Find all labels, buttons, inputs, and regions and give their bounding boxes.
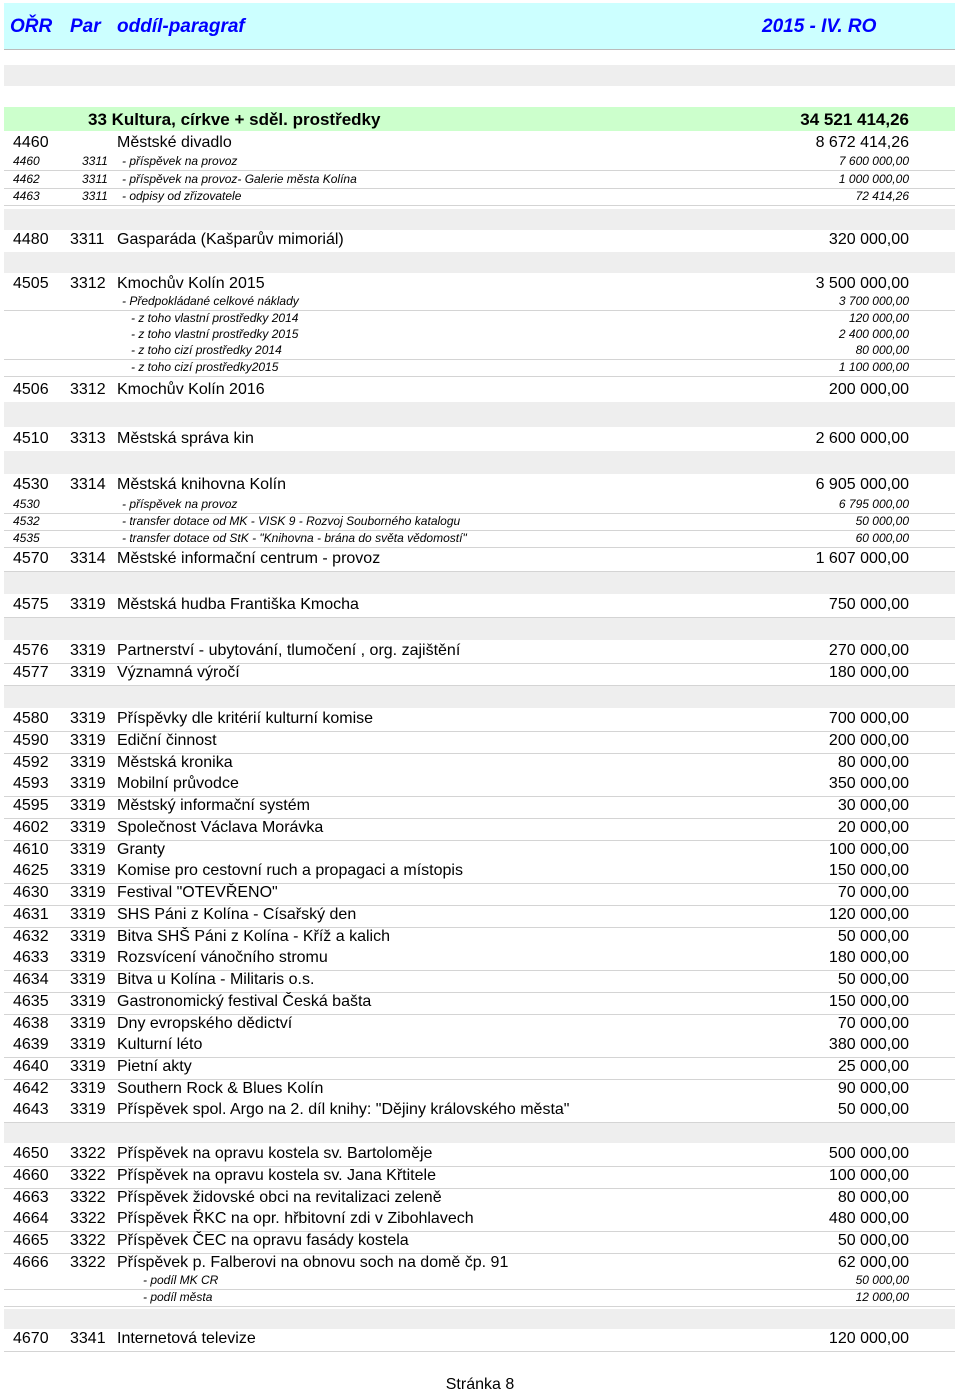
row-amount: 150 000,00 [828, 862, 909, 879]
table-row [4, 710, 955, 732]
table-row [4, 134, 955, 156]
row-orr: 4610 [13, 841, 49, 858]
table-row [4, 514, 955, 531]
row-orr: 4463 [13, 189, 40, 203]
row-amount: 50 000,00 [837, 1101, 909, 1118]
section-total: 34 521 414,26 [800, 110, 909, 129]
row-label: SHS Páni z Kolína - Císařský den [117, 906, 357, 923]
row-par: 3319 [70, 710, 106, 727]
table-row [4, 862, 955, 884]
separator [4, 686, 955, 708]
row-amount: 380 000,00 [828, 1036, 909, 1053]
row-label: Pietní akty [117, 1058, 192, 1075]
row-par: 3319 [70, 1101, 106, 1118]
row-orr: 4631 [13, 906, 49, 923]
row-amount: 70 000,00 [837, 884, 909, 901]
row-amount: 90 000,00 [837, 1080, 909, 1097]
row-par: 3319 [70, 841, 106, 858]
row-amount: 7 600 000,00 [838, 154, 909, 168]
row-label: - podíl MK CR [143, 1273, 219, 1287]
row-amount: 120 000,00 [828, 906, 909, 923]
table-row [4, 294, 955, 311]
row-par: 3313 [70, 430, 106, 447]
row-amount: 1 607 000,00 [815, 550, 909, 567]
table-row [4, 1145, 955, 1167]
row-par: 3319 [70, 819, 106, 836]
table-row [4, 430, 955, 452]
row-par: 3319 [70, 754, 106, 771]
row-amount: 270 000,00 [828, 642, 909, 659]
row-orr: 4642 [13, 1080, 49, 1097]
row-par: 3311 [82, 189, 108, 203]
row-amount: 2 600 000,00 [815, 430, 909, 447]
row-par: 3319 [70, 1015, 106, 1032]
row-orr: 4634 [13, 971, 49, 988]
separator [4, 252, 955, 273]
row-par: 3319 [70, 642, 106, 659]
row-label: Southern Rock & Blues Kolín [117, 1080, 324, 1097]
row-amount: 80 000,00 [837, 1189, 909, 1206]
table-row [4, 550, 955, 572]
row-label: Významná výročí [117, 664, 240, 681]
section-row [4, 107, 955, 131]
row-label: Internetová televize [117, 1330, 256, 1347]
row-orr: 4530 [13, 497, 40, 511]
row-orr: 4460 [13, 134, 49, 151]
table-row [4, 949, 955, 971]
row-label: - příspěvek na provoz- Galerie města Kolína [122, 172, 357, 186]
row-amount: 320 000,00 [828, 231, 909, 248]
table-row [4, 1290, 955, 1307]
spacer-row [4, 65, 955, 86]
row-par: 3319 [70, 993, 106, 1010]
row-par: 3319 [70, 971, 106, 988]
row-amount: 50 000,00 [837, 928, 909, 945]
row-amount: 3 700 000,00 [838, 294, 909, 308]
separator [4, 451, 955, 474]
row-amount: 60 000,00 [855, 531, 909, 545]
table-row [4, 327, 955, 344]
table-row [4, 1232, 955, 1254]
row-label: Příspěvky dle kritérií kulturní komise [117, 710, 374, 727]
row-label: Rozsvícení vánočního stromu [117, 949, 328, 966]
row-amount: 120 000,00 [828, 1330, 909, 1347]
row-label: Městský informační systém [117, 797, 310, 814]
row-amount: 200 000,00 [828, 381, 909, 398]
table-row [4, 642, 955, 664]
row-label: - příspěvek na provoz [122, 497, 238, 511]
row-label: Příspěvek ŘKC na opr. hřbitovní zdi v Zibohlavech [117, 1210, 474, 1227]
row-amount: 62 000,00 [837, 1254, 909, 1271]
row-orr: 4630 [13, 884, 49, 901]
row-amount: 180 000,00 [828, 949, 909, 966]
row-orr: 4570 [13, 550, 49, 567]
table-row [4, 906, 955, 928]
row-label: Městské divadlo [117, 134, 232, 151]
separator [4, 1123, 955, 1143]
row-label: Příspěvek na opravu kostela sv. Bartoloměje [117, 1145, 433, 1162]
table-row [4, 884, 955, 906]
row-orr: 4576 [13, 642, 49, 659]
row-par: 3319 [70, 732, 106, 749]
row-label: Gasparáda (Kašparův mimoriál) [117, 231, 344, 248]
table-row [4, 172, 955, 189]
row-orr: 4592 [13, 754, 49, 771]
header-row [4, 3, 955, 50]
row-amount: 150 000,00 [828, 993, 909, 1010]
table-row [4, 311, 955, 328]
row-label: - z toho cizí prostředky 2014 [131, 343, 282, 357]
table-row [4, 360, 955, 377]
header-par: Par [70, 16, 101, 37]
table-row [4, 1036, 955, 1058]
row-label: Příspěvek na opravu kostela sv. Jana Křtitele [117, 1167, 436, 1184]
row-amount: 80 000,00 [855, 343, 909, 357]
row-label: Kmochův Kolín 2015 [117, 275, 265, 292]
row-orr: 4639 [13, 1036, 49, 1053]
row-orr: 4510 [13, 430, 49, 447]
row-par: 3322 [70, 1189, 106, 1206]
row-amount: 1 000 000,00 [838, 172, 909, 186]
row-orr: 4660 [13, 1167, 49, 1184]
table-row [4, 1273, 955, 1290]
row-par: 3319 [70, 1036, 106, 1053]
row-orr: 4602 [13, 819, 49, 836]
row-label: - příspěvek na provoz [122, 154, 238, 168]
table-row [4, 1167, 955, 1189]
row-par: 3319 [70, 797, 106, 814]
row-amount: 100 000,00 [828, 1167, 909, 1184]
row-orr: 4532 [13, 514, 40, 528]
row-orr: 4593 [13, 775, 49, 792]
table-row [4, 841, 955, 863]
table-row [4, 797, 955, 819]
row-par: 3319 [70, 906, 106, 923]
row-orr: 4643 [13, 1101, 49, 1118]
table-row [4, 1080, 955, 1102]
row-amount: 50 000,00 [837, 971, 909, 988]
row-par: 3322 [70, 1210, 106, 1227]
table-row [4, 1210, 955, 1232]
row-par: 3312 [70, 275, 106, 292]
table-row [4, 1101, 955, 1123]
row-par: 3319 [70, 928, 106, 945]
separator [4, 402, 955, 427]
section-label: 33 Kultura, církve + sděl. prostředky [88, 110, 381, 129]
separator [4, 572, 955, 594]
table-row [4, 189, 955, 206]
header-orr: OŘR [10, 16, 53, 37]
row-par: 3319 [70, 1080, 106, 1097]
row-label: - Předpokládané celkové náklady [122, 294, 299, 308]
row-orr: 4480 [13, 231, 49, 248]
row-par: 3319 [70, 884, 106, 901]
row-label: - transfer dotace od StK - "Knihovna - brána do světa vědomostí" [122, 531, 467, 545]
row-label: Příspěvek spol. Argo na 2. díl knihy: "Dějiny královského města" [117, 1101, 570, 1118]
row-orr: 4575 [13, 596, 49, 613]
row-amount: 80 000,00 [837, 754, 909, 771]
row-label: Mobilní průvodce [117, 775, 239, 792]
row-par: 3319 [70, 596, 106, 613]
header-title: oddíl-paragraf [117, 16, 245, 37]
row-orr: 4580 [13, 710, 49, 727]
row-amount: 8 672 414,26 [815, 134, 909, 151]
page-footer: Stránka 8 [445, 1376, 515, 1393]
row-amount: 750 000,00 [828, 596, 909, 613]
row-orr: 4670 [13, 1330, 49, 1347]
row-label: Kmochův Kolín 2016 [117, 381, 265, 398]
row-orr: 4635 [13, 993, 49, 1010]
row-amount: 350 000,00 [828, 775, 909, 792]
row-orr: 4505 [13, 275, 49, 292]
table-row [4, 596, 955, 618]
row-par: 3341 [70, 1330, 106, 1347]
separator [4, 618, 955, 640]
row-par: 3322 [70, 1254, 106, 1271]
row-orr: 4625 [13, 862, 49, 879]
row-par: 3319 [70, 664, 106, 681]
row-amount: 480 000,00 [828, 1210, 909, 1227]
row-amount: 50 000,00 [837, 1232, 909, 1249]
row-amount: 100 000,00 [828, 841, 909, 858]
row-label: - z toho cizí prostředky2015 [131, 360, 279, 374]
row-orr: 4530 [13, 476, 49, 493]
row-label: Partnerství - ubytování, tlumočení , org. zajištění [117, 642, 461, 659]
row-orr: 4640 [13, 1058, 49, 1075]
row-amount: 25 000,00 [837, 1058, 909, 1075]
header-period: 2015 - IV. RO [762, 16, 877, 37]
row-par: 3319 [70, 775, 106, 792]
row-label: - podíl města [143, 1290, 213, 1304]
table-row [4, 754, 955, 776]
table-row [4, 819, 955, 841]
row-label: Komise pro cestovní ruch a propagaci a místopis [117, 862, 463, 879]
table-row [4, 531, 955, 548]
table-row [4, 1015, 955, 1037]
row-par: 3319 [70, 862, 106, 879]
row-par: 3311 [70, 231, 105, 248]
row-par: 3312 [70, 381, 106, 398]
row-amount: 20 000,00 [837, 819, 909, 836]
table-row [4, 343, 955, 360]
row-amount: 50 000,00 [855, 514, 909, 528]
row-label: Bitva u Kolína - Militaris o.s. [117, 971, 315, 988]
row-label: Gastronomický festival Česká bašta [117, 993, 372, 1010]
table-row [4, 1189, 955, 1211]
row-amount: 3 500 000,00 [815, 275, 909, 292]
row-orr: 4462 [13, 172, 40, 186]
row-label: - odpisy od zřizovatele [122, 189, 242, 203]
row-label: Příspěvek p. Falberovi na obnovu soch na domě čp. 91 [117, 1254, 509, 1271]
row-amount: 180 000,00 [828, 664, 909, 681]
row-amount: 6 795 000,00 [838, 497, 909, 511]
table-row [4, 497, 955, 514]
row-orr: 4535 [13, 531, 40, 545]
row-label: Společnost Václava Morávka [117, 819, 324, 836]
table-row [4, 971, 955, 993]
row-amount: 120 000,00 [848, 311, 909, 325]
row-amount: 12 000,00 [855, 1290, 909, 1304]
row-amount: 72 414,26 [855, 189, 909, 203]
row-orr: 4577 [13, 664, 49, 681]
row-par: 3319 [70, 1058, 106, 1075]
row-amount: 30 000,00 [837, 797, 909, 814]
row-par: 3322 [70, 1167, 106, 1184]
table-row [4, 1058, 955, 1080]
row-orr: 4664 [13, 1210, 49, 1227]
separator [4, 209, 955, 230]
row-par: 3314 [70, 476, 106, 493]
row-orr: 4595 [13, 797, 49, 814]
row-amount: 70 000,00 [837, 1015, 909, 1032]
row-label: Městská hudba Františka Kmocha [117, 596, 359, 613]
table-row [4, 1330, 955, 1352]
row-amount: 50 000,00 [855, 1273, 909, 1287]
row-orr: 4506 [13, 381, 49, 398]
row-orr: 4460 [13, 154, 40, 168]
row-par: 3322 [70, 1145, 106, 1162]
table-row [4, 154, 955, 171]
row-amount: 1 100 000,00 [838, 360, 909, 374]
row-label: Městská kronika [117, 754, 233, 771]
row-par: 3311 [82, 172, 108, 186]
table-row [4, 231, 955, 253]
row-amount: 700 000,00 [828, 710, 909, 727]
table-row [4, 381, 955, 403]
row-orr: 4666 [13, 1254, 49, 1271]
table-row [4, 928, 955, 950]
row-label: - transfer dotace od MK - VISK 9 - Rozvoj Souborného katalogu [122, 514, 461, 528]
row-orr: 4633 [13, 949, 49, 966]
row-orr: 4632 [13, 928, 49, 945]
row-label: Městská správa kin [117, 430, 254, 447]
row-label: Granty [117, 841, 166, 858]
row-label: - z toho vlastní prostředky 2014 [131, 311, 299, 325]
row-orr: 4665 [13, 1232, 49, 1249]
row-label: - z toho vlastní prostředky 2015 [131, 327, 299, 341]
row-par: 3322 [70, 1232, 106, 1249]
row-label: Bitva SHŠ Páni z Kolína - Kříž a kalich [117, 928, 390, 945]
table-row [4, 664, 955, 686]
row-orr: 4650 [13, 1145, 49, 1162]
row-label: Festival "OTEVŘENO" [117, 884, 278, 901]
row-par: 3314 [70, 550, 106, 567]
row-amount: 500 000,00 [828, 1145, 909, 1162]
table-row [4, 993, 955, 1015]
row-label: Kulturní léto [117, 1036, 203, 1053]
row-label: Městská knihovna Kolín [117, 476, 286, 493]
table-row [4, 476, 955, 498]
row-orr: 4638 [13, 1015, 49, 1032]
row-par: 3311 [82, 154, 108, 168]
row-par: 3319 [70, 949, 106, 966]
separator [4, 1309, 955, 1329]
row-label: Příspěvek židovské obci na revitalizaci zeleně [117, 1189, 442, 1206]
row-amount: 2 400 000,00 [838, 327, 909, 341]
row-amount: 6 905 000,00 [815, 476, 909, 493]
row-orr: 4663 [13, 1189, 49, 1206]
row-label: Ediční činnost [117, 732, 217, 749]
row-label: Příspěvek ČEC na opravu fasády kostela [117, 1232, 409, 1249]
row-amount: 200 000,00 [828, 732, 909, 749]
row-label: Městské informační centrum - provoz [117, 550, 381, 567]
table-row [4, 732, 955, 754]
row-orr: 4590 [13, 732, 49, 749]
row-label: Dny evropského dědictví [117, 1015, 293, 1032]
table-row [4, 775, 955, 797]
